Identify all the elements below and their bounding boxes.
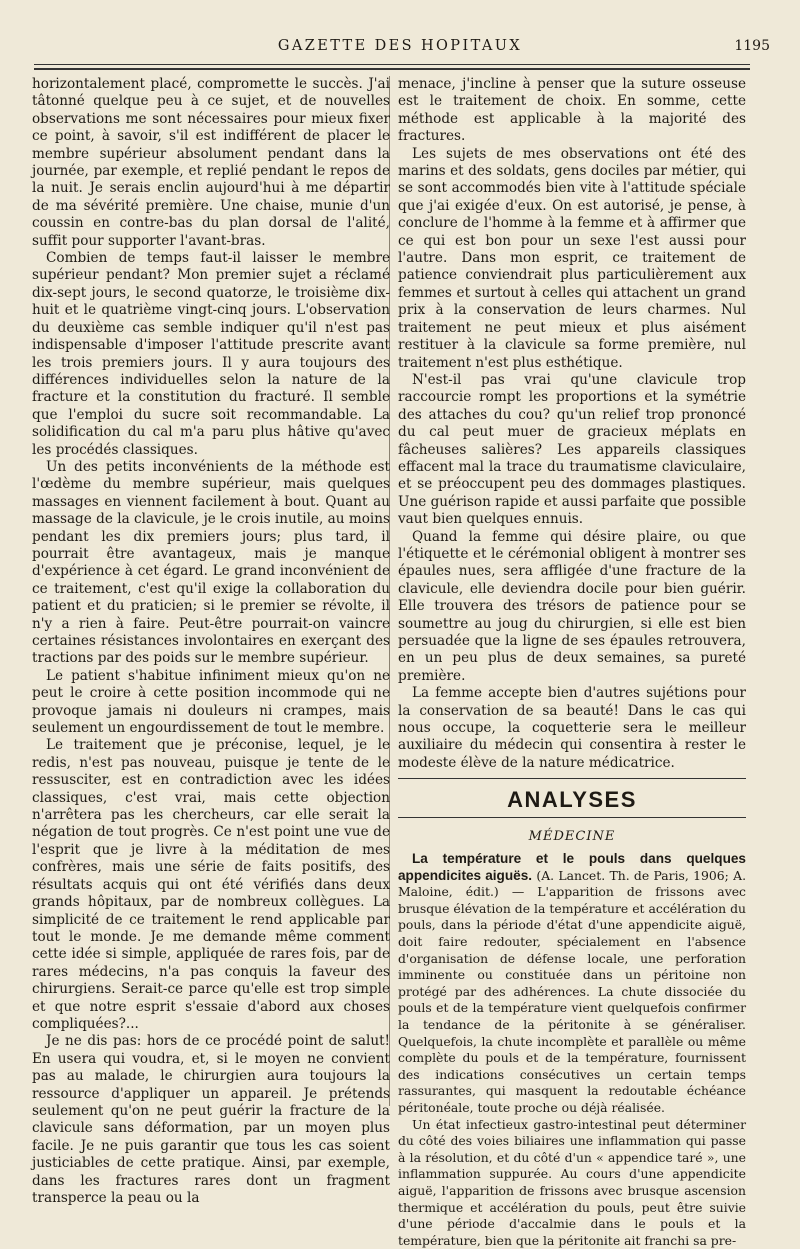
paragraph: Un état infectieux gastro-intestinal peut déterminer du côté des voies biliaires une inflammation qui passe à la résolution, et du côté d'un « appendice taré », une inflammation suppurée. Au cours d'une appendicite aiguë, l'apparition de frissons avec brusque ascension thermique et accélération du pouls, peut être suivie d'une période d'accalmie dans le pouls et la température, bien que la péritonite ait franchi sa pre-: [398, 1116, 746, 1248]
section-rule: [398, 778, 746, 779]
section-title: ANALYSES: [507, 787, 637, 813]
paragraph: horizontalement placé, compromette le succès. J'ai tâtonné quelque peu à ce sujet, et de nouvelles observations me sont nécessaires pour mieux fixer ce point, à savoir, s'il est indifférent de placer le membre supérieur absolument pendant dans la journée, par exemple, et replié pendant le repos de la nuit. Je serais enclin aujourd'hui à me départir de ma sévérité première. Une chaise, munie d'un coussin en contre-bas du plan dorsal de l'alité, suffit pour supporter l'avant-bras.: [32, 76, 390, 249]
left-column: [32, 76, 390, 1207]
paragraph: Les sujets de mes observations ont été des marins et des soldats, gens dociles par métier, qui se sont accommodés bien vite à l'attitude spéciale que j'ai exigée d'eux. On est autorisé, je pense, à conclure de l'homme à la femme et à affirmer que ce qui est bon pour un sexe l'est aussi pour l'autre. Dans mon esprit, ce traitement de patience conviendrait plus particulièrement aux femmes et surtout à celles qui attachent un grand prix à la conservation de leurs charmes. Nul traitement ne peut mieux et plus aisément restituer à la clavicule sa forme première, nul traitement n'est plus esthétique.: [398, 145, 746, 371]
paragraph: — L'apparition de frissons avec brusque élévation de la température et accélération du pouls, dans la période d'état d'une appendicite aiguë, doit faire redouter, spécialement en l'absence d'organisation de défense locale, une perforation imminente ou constituée dans un péritoine non protégé par des adhérences. La chute dissociée du pouls et de la température vient quelquefois confirmer la tendance de la péritonite à se généraliser. Quelquefois, la chute incomplète et parallèle ou même complète du pouls et de la température, fournissent des indications consécutives un certain temps rassurantes, qui masquent la redoutable échéance péritonéale, toute proche ou déjà réalisée.: [398, 884, 746, 1115]
analysis-article: [398, 851, 746, 1249]
paragraph: Quand la femme qui désire plaire, ou que l'étiquette et le cérémonial obligent à montrer ses épaules nues, sera affligée d'une fracture de la clavicule, elle deviendra docile pour bien guérir. Elle trouvera des trésors de patience pour se soumettre au joug du chirurgien, si elle est bien persuadée que la ligne de ses épaules retrouvera, en un peu plus de deux semaines, sa pureté première.: [398, 528, 746, 684]
section-rule: [398, 817, 746, 818]
paragraph: Je ne dis pas: hors de ce procédé point de salut! En usera qui voudra, et, si le moyen ne convient pas au malade, le chirurgien aura toujours la ressource d'appliquer un appareil. Je prétends seulement qu'on ne peut guérir la fracture de la clavicule sans déformation, par un moyen plus facile. Je ne puis garantir que tous les cas soient justiciables de cette pratique. Ainsi, par exemple, dans les fractures rares dont un fragment transperce la peau ou la: [32, 1033, 390, 1206]
page-number: 1195: [734, 38, 770, 54]
page-header: [30, 30, 770, 64]
paragraph: Le patient s'habitue infiniment mieux qu'on ne peut le croire à cette position incommode qui ne provoque jamais ni douleurs ni crampes, mais seulement un engourdissement de tout le membre.: [32, 667, 390, 737]
subsection-title: MÉDECINE: [528, 828, 616, 844]
article-citation: (A. Lancet. Th. de Paris, 1906; A. Maloine, édit.): [398, 867, 747, 900]
header-rule: [34, 64, 750, 65]
article-title: La température et le pouls dans quelques appendicites aiguës.: [398, 851, 746, 883]
paragraph: menace, j'incline à penser que la suture osseuse est le traitement de choix. En somme, cette méthode est applicable à la majorité des fractures.: [398, 76, 746, 145]
header-rule-thick: [34, 68, 750, 70]
paragraph: Un des petits inconvénients de la méthode est l'œdème du membre supérieur, mais quelques massages en viennent facilement à bout. Quant au massage de la clavicule, je le crois inutile, au moins pendant les dix premiers jours; plus tard, il pourrait être avantageux, mais je manque d'expérience à cet égard. Le grand inconvénient de ce traitement, c'est qu'il exige la collaboration du patient et du praticien; si le premier se révolte, il n'y a rien à faire. Peut-être pourrait-on vaincre certaines résistances involontaires en exerçant des tractions par des poids sur le membre supérieur.: [32, 458, 390, 667]
paragraph: La femme accepte bien d'autres sujétions pour la conservation de sa beauté! Dans le cas qui nous occupe, la coquetterie sera le meilleur auxiliaire du médecin qui consentira à rester le modeste élève de la nature médicatrice.: [398, 685, 746, 771]
paragraph: N'est-il pas vrai qu'une clavicule trop raccourcie rompt les proportions et la symétrie des attaches du cou? qu'un relief trop prononcé du cal peut muer de gracieux méplats en fâcheuses salières? Les appareils classiques effacent mal la trace du traumatisme claviculaire, et se préoccupent peu des dommages plastiques. Une guérison rapide et aussi parfaite que possible vaut bien quelques ennuis.: [398, 371, 746, 528]
running-title: GAZETTE DES HOPITAUX: [277, 38, 523, 54]
right-column: [398, 76, 746, 1249]
paragraph: Combien de temps faut-il laisser le membre supérieur pendant? Mon premier sujet a réclamé dix-sept jours, le second quatorze, le troisième dix-huit et le quatrième vingt-cinq jours. L'observation du deuxième cas semble indiquer qu'il n'est pas indispensable d'imposer l'attitude prescrite avant les trois premiers jours. Il y aura toujours des différences individuelles selon la nature de la fracture et la constitution du fracturé. Il semble que l'emploi du sucre soit recommandable. La solidification du cal m'a paru plus hâtive qu'avec les procédés classiques.: [32, 250, 390, 458]
paragraph: Le traitement que je préconise, lequel, je le redis, n'est pas nouveau, puisque je tente de le ressusciter, est en contradiction avec les idées classiques, c'est vrai, mais cette objection n'arrêtera pas les chercheurs, car elle serait la négation de tout progrès. Ce n'est point une vue de l'esprit que je livre à la méditation de mes confrères, mais une série de faits positifs, des résultats acquis qui ont été vérifiés dans deux grands hôpitaux, par de nombreux collègues. La simplicité de ce traitement le rend applicable par tout le monde. Je me demande même comment cette idée si simple, appliquée de rares fois, par de rares médecins, n'a pas conquis la faveur des chirurgiens. Serait-ce parce qu'elle est trop simple et que notre esprit s'essaie d'abord aux choses compliquées?...: [32, 737, 390, 1032]
